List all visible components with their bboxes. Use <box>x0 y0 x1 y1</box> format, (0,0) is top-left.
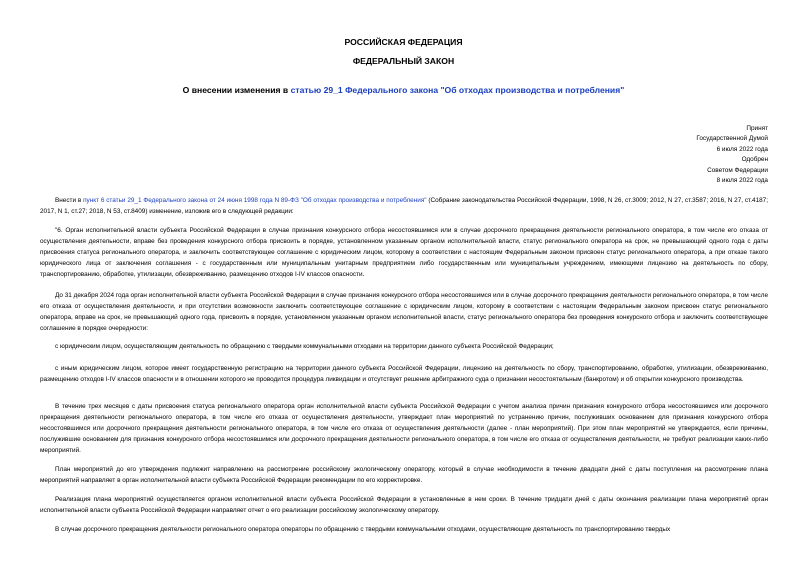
approved-by: Советом Федерации <box>707 166 768 174</box>
country-heading: РОССИЙСКАЯ ФЕДЕРАЦИЯ <box>344 37 463 47</box>
paragraph-1: "6. Орган исполнительной власти субъекта Российской Федерации в случае признания конкурсного отбора несостоявшимся или в случае досрочного прекращения деятельности регионального оператора, в том числе его отказа от осуществления деятельности, вправе без проведения конкурсного отбора присвоить в порядке, установленном указанным органом исполнительной власти, статус регионального оператора на срок, не превышающий одного года с даты присвоения статуса регионального оператора, и заключить соответствующее соглашение с юридическим лицом, которому в соответствии с настоящим Федеральным законом присвоен статус регионального оператора, а при отказе такого юридического лица от заключения соглашения - с государственным или муниципальным унитарным предприятием либо государственным или муниципальным учреждением, имеющими лицензию на деятельность по сбору, транспортированию, обработке, утилизации, обезвреживанию, размещению отходов I-IV классов опасности. <box>40 227 768 278</box>
paragraph-7: Реализация плана мероприятий осуществляется органом исполнительной власти субъекта Российской Федерации в установленные в нем сроки. В течение тридцати дней с даты окончания реализации плана мероприятий орган исполнительной власти субъекта Российской Федерации направляет отчет о его реализации российскому экологическому оператору. <box>40 496 768 514</box>
law-title-prefix: О внесении изменения в <box>182 85 291 95</box>
intro-post: (Собрание законодательства Российской Федерации, 1998, N 26, ст.3009; 2012, N 27, ст.3587; 2016, N 27, ст.4187; 2017, N 1, ст.27; 2018, N 53, ст.8409) изменение, изложив его в следующей редакции: <box>40 197 769 215</box>
adoption-block <box>608 124 768 186</box>
intro-pre: Внести в <box>55 197 84 204</box>
paragraph-3: с юридическим лицом, осуществляющим деятельность по обращению с твердыми коммунальными отходами на территории данного субъекта Российской Федерации; <box>55 343 554 350</box>
law-title <box>0 85 807 95</box>
intro-law-link[interactable]: пункт 6 статьи 29_1 Федерального закона от 24 июня 1998 года N 89-ФЗ "Об отходах производства и потребления" <box>83 197 427 204</box>
approved-label: Одобрен <box>741 156 768 164</box>
intro-paragraph <box>40 196 768 218</box>
adopted-date: 6 июля 2022 года <box>716 145 768 153</box>
law-title-link[interactable]: статью 29_1 Федерального закона "Об отходах производства и потребления" <box>290 85 625 95</box>
adopted-label: Принят <box>746 125 768 132</box>
law-type-heading: ФЕДЕРАЛЬНЫЙ ЗАКОН <box>352 56 455 66</box>
paragraph-8: В случае досрочного прекращения деятельности регионального оператора операторы по обращению с твердыми коммунальными отходами, осуществляющие деятельность по транспортированию твердых <box>55 526 671 533</box>
paragraph-4: с иным юридическим лицом, которое имеет государственную регистрацию на территории данного субъекта Российской Федерации, лицензию на деятельность по сбору, транспортированию, обработке, утилизации, обезвреживанию, размещению отходов I-IV классов опасности и в отношении которого не проводится процедура ликвидации и отсутствует решение арбитражного суда о признании несостоятельным (банкротом) и об открытии конкурсного производства. <box>40 365 768 383</box>
paragraph-2: До 31 декабря 2024 года орган исполнительной власти субъекта Российской Федерации в случае признания конкурсного отбора несостоявшимся или в случае досрочного прекращения деятельности регионального оператора, в том числе его отказа от осуществления деятельности, и при отсутствии возможности заключить соответствующее соглашение с юридическим лицом, которому в соответствии с настоящим Федеральным законом присвоен статус регионального оператора, вправе на срок, не превышающий одного года, присвоить в порядке, установленном указанным органом исполнительной власти, статус регионального оператора без проведения конкурсного отбора и заключить соответствующее соглашение в порядке очередности: <box>40 292 768 332</box>
adopted-by: Государственной Думой <box>696 135 768 143</box>
approved-date: 8 июля 2022 года <box>716 177 768 185</box>
paragraph-6: План мероприятий до его утверждения подлежит направлению на рассмотрение российскому экологическому оператору, который в случае необходимости в течение двадцати дней с даты поступления на рассмотрение плана мероприятий направляет в орган исполнительной власти субъекта Российской Федерации рекомендации по его корректировке. <box>40 466 768 484</box>
paragraph-5: В течение трех месяцев с даты присвоения статуса регионального оператора орган исполнительной власти субъекта Российской Федерации с учетом анализа причин признания конкурсного отбора несостоявшимся или досрочного прекращения деятельности регионального оператора, в том числе его отказа от осуществления деятельности, утверждает план мероприятий по устранению причин, послуживших основанием для признания конкурсного отбора несостоявшимся или досрочного прекращения деятельности регионального оператора, в том числе его отказа от осуществления деятельности (далее - план мероприятий). При этом план мероприятий не утверждается, если причины, послужившие основанием для признания конкурсного отбора несостоявшимся или досрочного прекращения деятельности регионального оператора, в том числе его отказа от осуществления деятельности, не требуют реализации каких-либо мероприятий. <box>40 403 768 454</box>
